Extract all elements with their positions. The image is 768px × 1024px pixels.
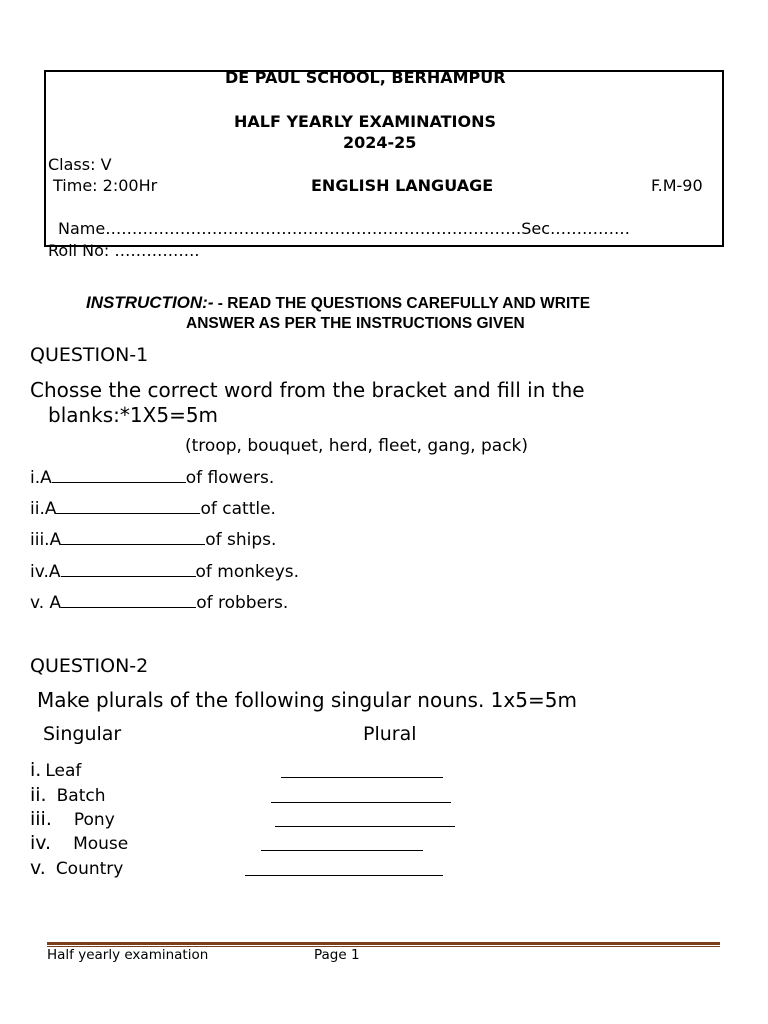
answer-blank[interactable]	[61, 562, 196, 577]
question-2-prompt: Make plurals of the following singular nouns. 1x5=5m	[37, 688, 577, 712]
q1-item-5	[30, 593, 288, 613]
plural-answer-blank[interactable]	[275, 826, 455, 827]
q1-item-4	[30, 562, 299, 582]
q2-item-word: Pony	[73, 810, 115, 830]
question-1-title: QUESTION-1	[30, 344, 149, 366]
subject-title: ENGLISH LANGUAGE	[311, 176, 494, 195]
plural-answer-blank[interactable]	[245, 875, 443, 876]
instruction-text-1: - READ THE QUESTIONS CAREFULLY AND WRITE	[213, 295, 591, 312]
q2-item-word: Leaf	[45, 761, 82, 781]
q1-item-suffix: of ships.	[205, 530, 277, 550]
q2-item-1	[30, 759, 81, 781]
class-label: Class: V	[48, 155, 112, 174]
question-1-prompt-line-1: Chosse the correct word from the bracket and fill in the	[30, 378, 585, 402]
name-line: Name……………………………………………………………………Sec……………	[58, 219, 630, 238]
exam-title: HALF YEARLY EXAMINATIONS	[234, 112, 496, 131]
page-number: Page 1	[314, 947, 360, 963]
q2-item-number: v.	[30, 857, 46, 879]
q2-item-word: Country	[55, 859, 124, 879]
q1-item-suffix: of cattle.	[200, 499, 276, 519]
q1-item-1	[30, 468, 274, 488]
answer-blank[interactable]	[61, 530, 205, 545]
q1-item-prefix: ii.A	[30, 499, 57, 519]
plural-answer-blank[interactable]	[271, 802, 451, 803]
instruction-label: INSTRUCTION:-	[86, 293, 214, 312]
question-1-prompt-line-2: blanks:*1X5=5m	[48, 403, 219, 427]
q2-item-number: iii.	[30, 808, 52, 830]
q1-item-prefix: i.A	[30, 468, 52, 488]
answer-blank[interactable]	[61, 593, 196, 608]
q1-item-suffix: of monkeys.	[195, 562, 300, 582]
q2-item-number: ii.	[30, 784, 47, 806]
q1-item-prefix: v. A	[30, 593, 62, 613]
answer-blank[interactable]	[52, 468, 186, 483]
time-label: Time: 2:00Hr	[53, 176, 158, 195]
q1-item-suffix: of flowers.	[185, 468, 275, 488]
q1-item-prefix: iii.A	[30, 530, 62, 550]
q2-item-number: i.	[30, 759, 42, 781]
exam-year: 2024-25	[343, 133, 417, 152]
roll-number-line: Roll No: …………….	[48, 241, 200, 260]
q2-item-number: iv.	[30, 832, 52, 854]
q2-item-word: Batch	[56, 786, 106, 806]
answer-blank[interactable]	[56, 499, 200, 514]
q2-item-word: Mouse	[73, 834, 129, 854]
q2-item-5	[30, 857, 123, 879]
plural-answer-blank[interactable]	[281, 777, 443, 778]
plural-column-header: Plural	[363, 723, 417, 745]
footer-rule	[47, 942, 720, 945]
instruction-line-2: ANSWER AS PER THE INSTRUCTIONS GIVEN	[186, 315, 525, 332]
school-name: DE PAUL SCHOOL, BERHAMPUR	[225, 68, 506, 87]
question-2-title: QUESTION-2	[30, 655, 149, 677]
q2-item-3	[30, 808, 115, 830]
full-marks: F.M-90	[651, 176, 703, 195]
q2-item-4	[30, 832, 128, 854]
q1-item-2	[30, 499, 276, 519]
q1-item-prefix: iv.A	[30, 562, 61, 582]
q2-item-2	[30, 784, 105, 806]
footer-left-text: Half yearly examination	[47, 947, 209, 963]
plural-answer-blank[interactable]	[261, 850, 423, 851]
q1-item-3	[30, 530, 276, 550]
word-options: (troop, bouquet, herd, fleet, gang, pack)	[185, 436, 529, 456]
singular-column-header: Singular	[43, 723, 122, 745]
instruction-line-1	[86, 293, 590, 313]
q1-item-suffix: of robbers.	[196, 593, 289, 613]
